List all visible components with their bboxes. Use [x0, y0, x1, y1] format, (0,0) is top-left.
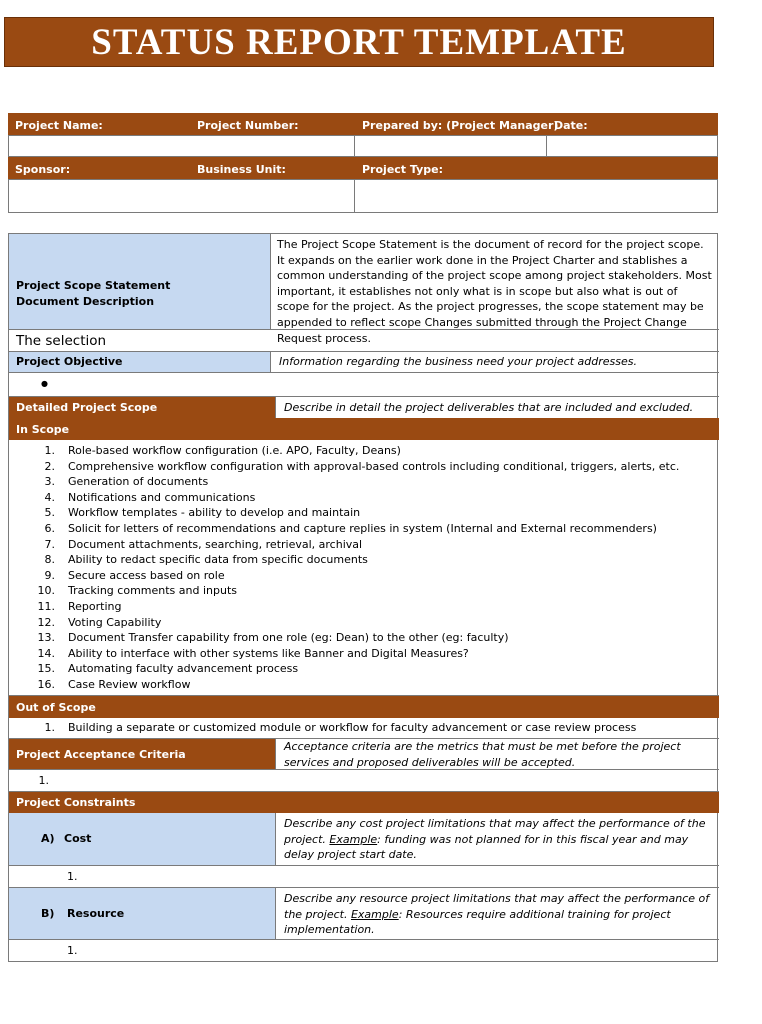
in-scope-item — [9, 537, 719, 553]
in-scope-item — [9, 615, 719, 631]
in-scope-item — [9, 490, 719, 506]
in-scope-item — [9, 521, 719, 537]
detailed-scope-label: Detailed Project Scope — [16, 401, 158, 414]
acceptance-item-number: 1. — [38, 774, 49, 787]
in-scope-label: In Scope — [16, 423, 70, 436]
resource-item-number: 1. — [67, 944, 78, 957]
in-scope-item-number: 14. — [37, 646, 55, 660]
in-scope-item-number: 4. — [44, 490, 55, 504]
detailed-scope-label-cell — [9, 397, 276, 418]
sponsor-label: Sponsor: — [15, 163, 71, 176]
in-scope-header — [9, 418, 719, 440]
constraints-label: Project Constraints — [16, 796, 136, 809]
business-unit-label: Business Unit: — [197, 163, 286, 176]
in-scope-item-text: Comprehensive workflow configuration with approval-based controls including conditional, triggers, alerts, etc. — [68, 459, 680, 473]
in-scope-item — [9, 568, 719, 584]
cost-example: Example — [329, 832, 378, 846]
in-scope-item — [9, 583, 719, 599]
in-scope-list — [9, 443, 719, 693]
in-scope-item-text: Workflow templates - ability to develop and maintain — [68, 506, 361, 520]
resource-label: Resource — [67, 907, 125, 920]
header-row-2 — [8, 157, 718, 179]
cost-item-number: 1. — [67, 870, 78, 883]
in-scope-item-number: 10. — [37, 584, 55, 598]
cost-text — [284, 816, 714, 863]
in-scope-item — [9, 459, 719, 475]
in-scope-item-number: 11. — [37, 599, 55, 613]
resource-text-a: Describe any resource project limitations that may affect the performance of the project. — [284, 892, 710, 921]
project-objective-label: Project Objective — [16, 355, 123, 368]
cost-letter: A) — [41, 832, 55, 845]
in-scope-item-number: 16. — [37, 677, 55, 691]
acceptance-label-cell — [9, 739, 276, 769]
scope-statement-label-cell — [9, 234, 271, 330]
in-scope-item-number: 5. — [44, 506, 55, 520]
in-scope-item-number: 8. — [44, 553, 55, 567]
in-scope-item — [9, 474, 719, 490]
selection-text: The selection — [16, 333, 107, 349]
header-row-1 — [8, 113, 718, 135]
resource-text — [284, 891, 714, 938]
project-name-field[interactable] — [8, 135, 355, 157]
in-scope-item-text: Solicit for letters of recommendations and capture replies in system (Internal and External recommenders) — [68, 521, 657, 535]
sponsor-field[interactable] — [8, 179, 355, 213]
resource-letter: B) — [41, 907, 55, 920]
project-number-label: Project Number: — [197, 119, 299, 132]
out-scope-label: Out of Scope — [16, 701, 96, 714]
in-scope-item-text: Tracking comments and inputs — [68, 584, 237, 598]
in-scope-item — [9, 599, 719, 615]
in-scope-item-text: Ability to interface with other systems like Banner and Digital Measures? — [68, 646, 469, 660]
project-objective-label-cell — [9, 352, 271, 372]
in-scope-item-number: 13. — [37, 631, 55, 645]
acceptance-label: Project Acceptance Criteria — [16, 748, 186, 761]
out-scope-item-text: Building a separate or customized module or workflow for faculty advancement or case review process — [68, 721, 637, 734]
in-scope-item-number: 3. — [44, 475, 55, 489]
project-type-field[interactable] — [354, 179, 718, 213]
in-scope-item-number: 12. — [37, 615, 55, 629]
in-scope-item-text: Role-based workflow configuration (i.e. APO, Faculty, Deans) — [68, 444, 401, 457]
in-scope-item-number: 1. — [44, 444, 55, 457]
in-scope-item — [9, 505, 719, 521]
project-objective-text: Information regarding the business need your project addresses. — [279, 355, 637, 368]
in-scope-item-text: Reporting — [68, 599, 122, 613]
project-name-label: Project Name: — [15, 119, 103, 132]
in-scope-item-text: Document Transfer capability from one role (eg: Dean) to the other (eg: faculty) — [68, 631, 509, 645]
resource-example: Example — [350, 907, 399, 921]
in-scope-item-number: 15. — [37, 662, 55, 676]
in-scope-item-text: Generation of documents — [68, 475, 209, 489]
resource-text-b: : Resources require additional training for project implementation. — [284, 907, 671, 936]
in-scope-item — [9, 661, 719, 677]
prepared-by-label: Prepared by: (Project Manager) — [362, 119, 559, 132]
in-scope-item-number: 2. — [44, 459, 55, 473]
resource-label-cell — [9, 888, 276, 939]
in-scope-item — [9, 677, 719, 693]
cost-label: Cost — [64, 832, 92, 845]
date-field[interactable] — [546, 135, 718, 157]
prepared-by-field[interactable] — [354, 135, 547, 157]
in-scope-item-text: Notifications and communications — [68, 490, 256, 504]
acceptance-text: Acceptance criteria are the metrics that must be met before the project services and proposed deliverables will be accepted. — [284, 740, 681, 769]
date-label: Date: — [554, 119, 588, 132]
constraints-header — [9, 792, 719, 813]
in-scope-item-text: Automating faculty advancement process — [68, 662, 299, 676]
objective-bullet: ● — [41, 379, 48, 388]
in-scope-item-number: 9. — [44, 568, 55, 582]
in-scope-item — [9, 552, 719, 568]
cost-text-b: : funding was not planned for in this fiscal year and may delay project start date. — [284, 832, 689, 861]
in-scope-item — [9, 630, 719, 646]
scope-table — [8, 233, 718, 962]
in-scope-item-text: Secure access based on role — [68, 568, 225, 582]
in-scope-item-number: 6. — [44, 521, 55, 535]
cost-label-cell — [9, 813, 276, 865]
in-scope-item-text: Document attachments, searching, retrieval, archival — [68, 537, 363, 551]
in-scope-item-text: Ability to redact specific data from specific documents — [68, 553, 368, 567]
in-scope-item — [9, 646, 719, 662]
in-scope-item-text: Case Review workflow — [68, 677, 191, 691]
project-type-label: Project Type: — [362, 163, 443, 176]
scope-statement-label: Project Scope Statement Document Description — [16, 279, 171, 308]
out-scope-header — [9, 696, 719, 718]
cost-text-a: Describe any cost project limitations that may affect the performance of the project. — [284, 817, 706, 846]
detailed-scope-text: Describe in detail the project deliverables that are included and excluded. — [284, 401, 694, 414]
out-scope-item-number: 1. — [44, 721, 55, 734]
scope-statement-text: The Project Scope Statement is the document of record for the project scope. It expands on the earlier work done in the Project Charter and stablishes a common understanding of the project scope among project stakeholders. Most important, it establishes not only what is in scope but also what is out of scope for the project. As the project progresses, the scope statement may be appended to reflect scope Changes submitted through the Project Change Request process. — [277, 238, 712, 345]
in-scope-item — [9, 443, 719, 459]
in-scope-item-number: 7. — [44, 537, 55, 551]
in-scope-item-text: Voting Capability — [68, 615, 162, 629]
page-title: STATUS REPORT TEMPLATE — [4, 17, 714, 67]
